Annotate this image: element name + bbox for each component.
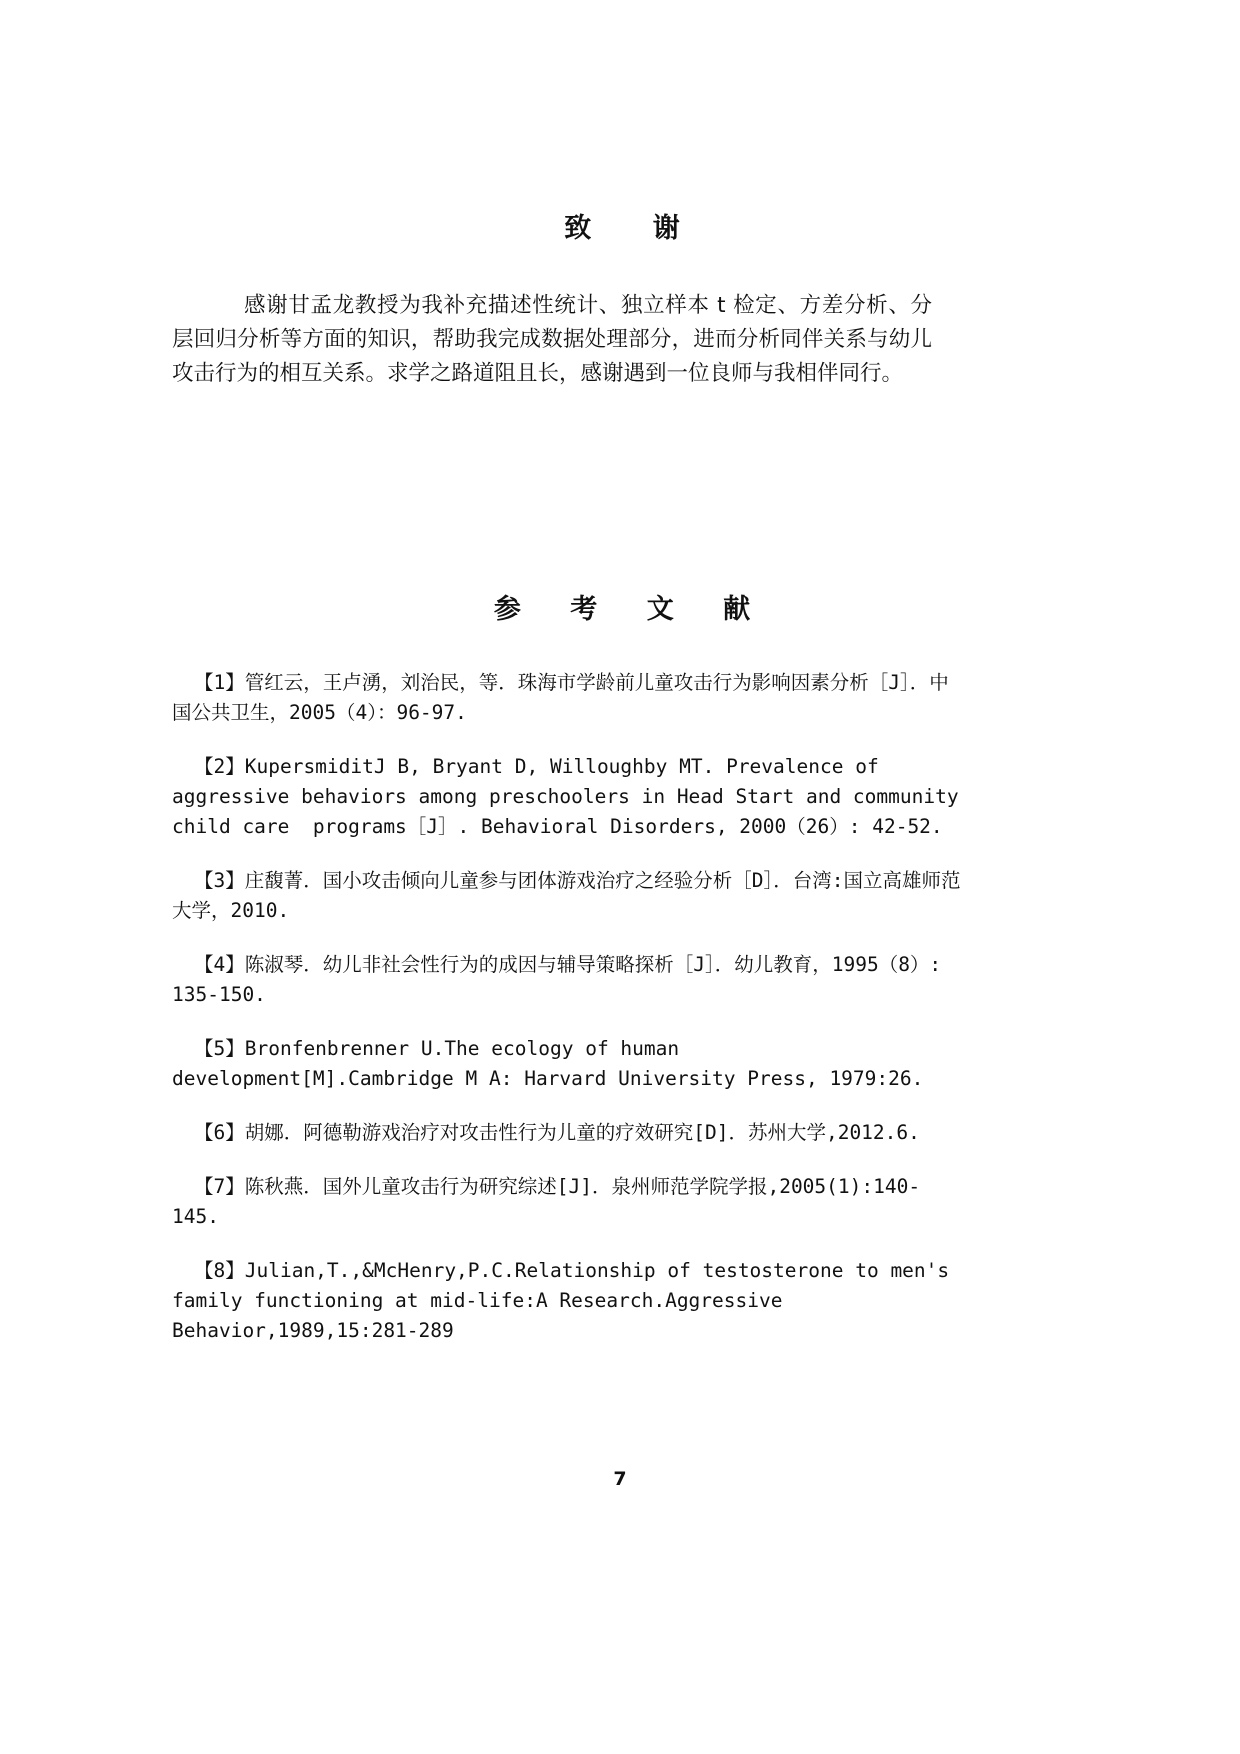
reference-item: 【7】陈秋燕．国外儿童攻击行为研究综述[J]．泉州师范学院学报,2005(1):140-145.: [172, 1175, 921, 1228]
reference-item: 【1】管红云，王卢湧，刘治民，等．珠海市学龄前儿童攻击行为影响因素分析［J］．中国公共卫生，2005（4）：96-97.: [172, 671, 949, 724]
reference-item: 【4】陈淑琴．幼儿非社会性行为的成因与辅导策略探析［J］．幼儿教育，1995（8）: 135-150.: [172, 953, 953, 1006]
reference-item: 【5】Bronfenbrenner U.The ecology of human development[M].Cambridge M A: Harvard University Press, 1979:26.: [172, 1037, 924, 1090]
reference-item: 【8】Julian,T.,&McHenry,P.C.Relationship of testosterone to men's family functioning at mid-life:A Research.Aggressive Behavior,1989,15:281-289: [172, 1259, 961, 1342]
page-number: 7: [613, 1468, 627, 1490]
page-content: [172, 0, 1072, 1370]
reference-item: 【6】胡娜．阿德勒游戏治疗对攻击性行为儿童的疗效研究[D]．苏州大学,2012.6.: [194, 1121, 920, 1144]
references-list: [172, 668, 971, 1346]
references-heading: 参 考 文 献: [493, 594, 771, 625]
reference-item: 【2】KupersmiditJ B, Bryant D, Willoughby MT. Prevalence of aggressive behaviors among preschoolers in Head Start and community child care programs［J］. Behavioral Disorders, 2000（26）: 42-52.: [172, 755, 971, 838]
reference-item: 【3】庄馥菁．国小攻击倾向儿童参与团体游戏治疗之经验分析［D］．台湾:国立高雄师范大学，2010.: [172, 869, 961, 922]
acknowledgement-body: 感谢甘孟龙教授为我补充描述性统计、独立样本 t 检定、方差分析、分层回归分析等方面的知识，帮助我完成数据处理部分，进而分析同伴关系与幼儿攻击行为的相互关系。求学之路道阻且长，感谢遇到一位良师与我相伴同行。: [172, 293, 932, 386]
acknowledgement-heading: 致 谢: [564, 213, 706, 244]
